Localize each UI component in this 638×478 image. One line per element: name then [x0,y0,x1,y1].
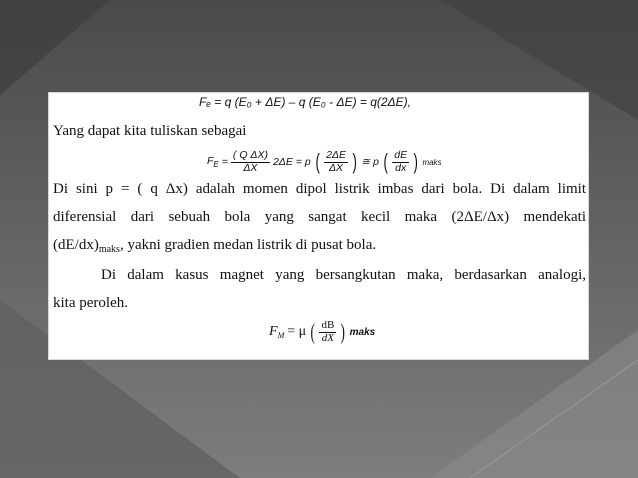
paren-open-2: ( [383,149,388,174]
p-symbol: p [304,156,311,168]
equals-mu: = μ [287,324,307,339]
fraction-de-dx: $\frac{dE}{dx}$ [394,149,408,174]
p-symbol-2: p [373,156,379,168]
paren-close-3: ) [340,319,346,344]
paragraph-line-2: diferensial dari sebuah bola yang sangat kecil maka (2ΔE/Δx) mendekati [53,209,586,225]
fraction-db-dx: $\frac{dB}{dX}$ [321,318,335,344]
intro-text: Yang dapat kita tuliskan sebagai [53,123,247,139]
fraction-2de-dx: $\frac{2\Delta E}{\Delta X}$ [326,149,346,174]
equals-sign: = [221,156,228,168]
paragraph-line-1: Di sini p = ( q Δx) adalah momen dipol listrik imbas dari bola. Di dalam limit [53,181,586,197]
equation-force-electric: Fₑ = q (E₀ + ΔE) – q (E₀ - ΔE) = q(2ΔE), [199,95,411,109]
paren-close-2: ) [413,149,418,174]
document-panel [48,92,589,360]
maks-subscript-3: maks [349,326,376,338]
paragraph-line-3: $(dE/dx)_{maks}$, yakni gradien medan listrik di pusat bola. [53,237,377,255]
fm-symbol: $F_M$ [269,324,285,340]
equation-magnetic-force [269,319,375,345]
paren-open: ( [315,149,320,174]
approx-symbol: ≅ [361,156,371,168]
fe-symbol: $F_E$ [207,155,219,169]
maks-subscript: maks [422,157,442,167]
fraction-q-dx: $\frac{\text{( Q ΔX)}}{\Delta X}$ [232,149,268,174]
paragraph-line-5: kita peroleh. [53,295,128,311]
equation-fe-derivation [207,149,442,175]
paragraph-line-4: Di dalam kasus magnet yang bersangkutan maka, berdasarkan analogi, [101,267,586,283]
paren-open-3: ( [310,319,316,344]
paren-close: ) [352,149,357,174]
term-2de: 2ΔE = [272,156,302,168]
